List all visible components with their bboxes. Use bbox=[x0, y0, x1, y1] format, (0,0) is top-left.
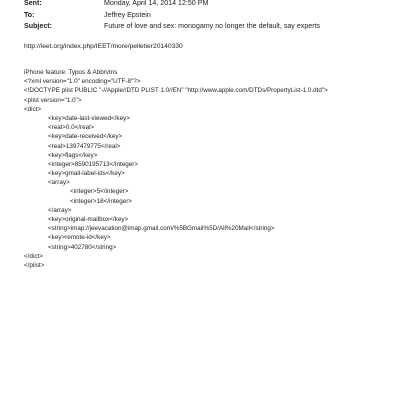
key-gmail-label-ids-line: <key>gmail-label-ids</key> bbox=[48, 170, 125, 178]
plist-open-line: <plist version="1.0"> bbox=[24, 96, 82, 104]
real-zero-line: <real>0.0</real> bbox=[48, 124, 95, 132]
subject-label: Subject: bbox=[24, 22, 52, 30]
array-close-line: </array> bbox=[48, 206, 72, 214]
string-remote-id-line: <string>402780</string> bbox=[48, 243, 117, 251]
plist-close-line: </plist> bbox=[24, 261, 45, 269]
article-url: http://ieet.org/index.php/IEET/more/pelletier20140330 bbox=[24, 43, 183, 50]
to-value: Jeffrey Epstein bbox=[104, 10, 151, 19]
doctype-line: <!DOCTYPE plist PUBLIC "-//Apple//DTD PLIST 1.0//EN" "http://www.apple.com/DTDs/PropertyList-1.0.dtd"> bbox=[24, 87, 328, 95]
dict-close-line: </dict> bbox=[24, 252, 43, 260]
sent-label: Sent: bbox=[24, 0, 42, 7]
string-mailbox-line: <string>imap://jeevacation@imap.gmail.com/%5BGmail%5D/All%20Mail</string> bbox=[48, 225, 275, 233]
xml-declaration-line: <?xml version="1.0" encoding="UTF-8"?> bbox=[24, 78, 141, 86]
sent-value: Monday, April 14, 2014 12:50 PM bbox=[104, 0, 209, 7]
email-body bbox=[24, 68, 384, 270]
real-date-line: <real>1397479775</real> bbox=[48, 142, 121, 150]
key-original-mailbox-line: <key>original-mailbox</key> bbox=[48, 216, 129, 223]
integer-flags-line: <integer>8590195713</integer> bbox=[48, 160, 138, 168]
subject-value: Future of love and sex: monogamy no longer the default, say experts bbox=[104, 22, 321, 30]
key-remote-id-line: <key>remote-id</key> bbox=[48, 234, 111, 242]
to-row bbox=[24, 10, 384, 22]
feature-line: iPhone feature: Typos & Abbrvtns bbox=[24, 69, 118, 76]
array-open-line: <array> bbox=[48, 179, 70, 187]
dict-open-line: <dict> bbox=[24, 105, 42, 113]
key-date-received-line: <key>date-received</key> bbox=[48, 133, 123, 141]
key-date-last-viewed-line: <key>date-last-viewed</key> bbox=[48, 114, 130, 122]
sent-row bbox=[24, 0, 384, 10]
integer-eighteen-line: <integer>18</integer> bbox=[70, 197, 132, 205]
subject-row bbox=[24, 21, 384, 33]
email-header bbox=[24, 0, 384, 33]
to-label: To: bbox=[24, 10, 35, 19]
integer-five-line: <integer>5</integer> bbox=[70, 188, 129, 196]
key-flags-line: <key>flags</key> bbox=[48, 151, 98, 159]
